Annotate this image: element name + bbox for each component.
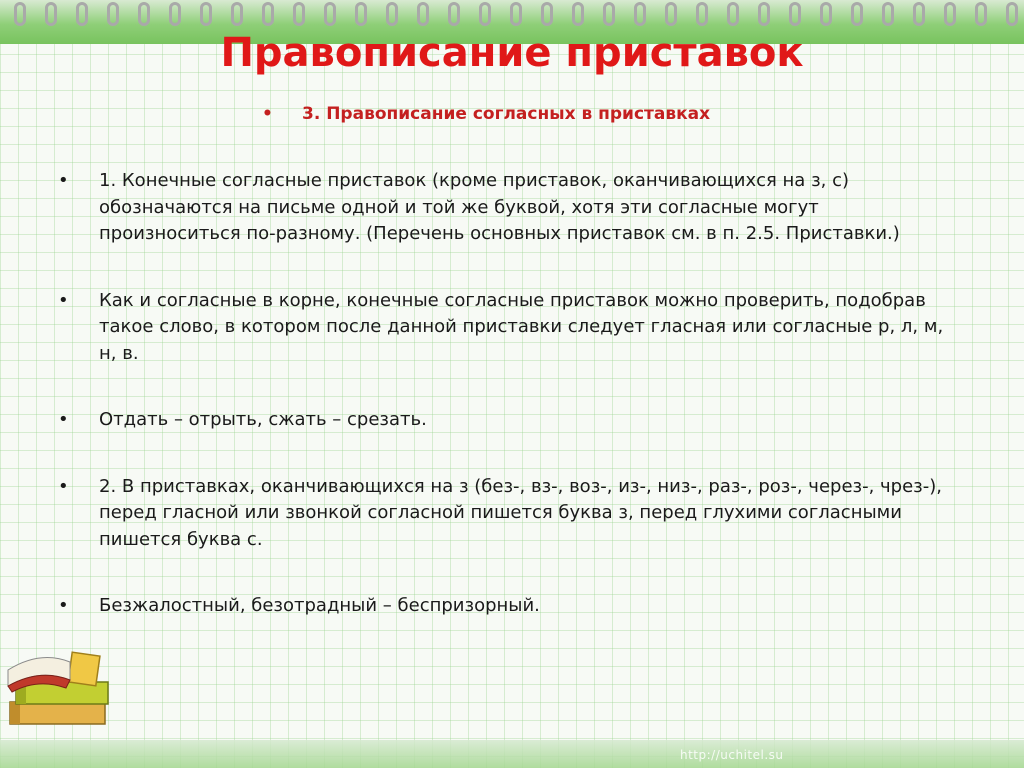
spiral-ring-icon bbox=[448, 2, 460, 26]
spiral-ring-icon bbox=[634, 2, 646, 26]
list-item bbox=[58, 474, 958, 554]
list-item bbox=[58, 593, 958, 620]
bullet-icon: • bbox=[58, 289, 69, 311]
spiral-ring-icon bbox=[417, 2, 429, 26]
bottom-green-band bbox=[0, 740, 1024, 768]
list-item-text: 1. Конечные согласные приставок (кроме приставок, оканчивающихся на з, с) обозначаются на письме одной и той же буквой, хотя эти согласные могут произноситься по-разному. (Перечень основных приставок см. в п. 2.5. Приставки.) bbox=[99, 170, 900, 244]
list-item-text: Отдать – отрыть, сжать – срезать. bbox=[99, 409, 427, 430]
spiral-ring-icon bbox=[14, 2, 26, 26]
spiral-ring-icon bbox=[851, 2, 863, 26]
list-item-text: 2. В приставках, оканчивающихся на з (без-, вз-, воз-, из-, низ-, раз-, роз-, через-, чрез-), перед гласной или звонкой согласной пишется буква з, перед глухими согласными пишется буква с. bbox=[99, 475, 942, 550]
spiral-ring-icon bbox=[882, 2, 894, 26]
spiral-ring-icon bbox=[572, 2, 584, 26]
spiral-ring-icon bbox=[45, 2, 57, 26]
spiral-ring-icon bbox=[541, 2, 553, 26]
spiral-ring-icon bbox=[665, 2, 677, 26]
spiral-ring-icon bbox=[479, 2, 491, 26]
slide-subtitle bbox=[262, 104, 710, 124]
spiral-ring-icon bbox=[1006, 2, 1018, 26]
list-item bbox=[58, 407, 958, 434]
spiral-ring-icon bbox=[262, 2, 274, 26]
bullet-icon: • bbox=[58, 170, 69, 191]
spiral-ring-icon bbox=[758, 2, 770, 26]
spiral-ring-icon bbox=[355, 2, 367, 26]
watermark: http://uchitel.su bbox=[680, 748, 784, 762]
spiral-ring-icon bbox=[138, 2, 150, 26]
bullet-icon: • bbox=[58, 595, 69, 616]
bullet-icon: • bbox=[58, 409, 69, 430]
spiral-ring-icon bbox=[200, 2, 212, 26]
spiral-ring-icon bbox=[975, 2, 987, 26]
spiral-ring-icon bbox=[696, 2, 708, 26]
spiral-ring-icon bbox=[913, 2, 925, 26]
spiral-ring-icon bbox=[293, 2, 305, 26]
spiral-ring-icon bbox=[107, 2, 119, 26]
bullet-icon: • bbox=[58, 475, 69, 497]
list-item bbox=[58, 168, 958, 248]
spiral-ring-icon bbox=[727, 2, 739, 26]
spiral-ring-icon bbox=[386, 2, 398, 26]
spiral-ring-icon bbox=[324, 2, 336, 26]
spiral-ring-icon bbox=[944, 2, 956, 26]
spiral-binding-icon bbox=[0, 0, 1024, 30]
spiral-ring-icon bbox=[76, 2, 88, 26]
bullet-icon: • bbox=[262, 104, 273, 124]
subtitle-text: 3. Правописание согласных в приставках bbox=[302, 104, 711, 124]
spiral-ring-icon bbox=[820, 2, 832, 26]
list-item-text: Безжалостный, безотрадный – беспризорный. bbox=[99, 595, 540, 616]
spiral-ring-icon bbox=[510, 2, 522, 26]
list-item-text: Как и согласные в корне, конечные согласные приставок можно проверить, подобрав такое слово, в котором после данной приставки следует гласная или согласные р, л, м, н, в. bbox=[99, 289, 944, 364]
slide-title: Правописание приставок bbox=[220, 30, 804, 76]
list-item bbox=[58, 288, 958, 368]
spiral-ring-icon bbox=[231, 2, 243, 26]
books-stack-icon bbox=[0, 640, 130, 735]
spiral-ring-icon bbox=[603, 2, 615, 26]
spiral-ring-icon bbox=[169, 2, 181, 26]
spiral-ring-icon bbox=[789, 2, 801, 26]
content-list bbox=[58, 168, 958, 620]
